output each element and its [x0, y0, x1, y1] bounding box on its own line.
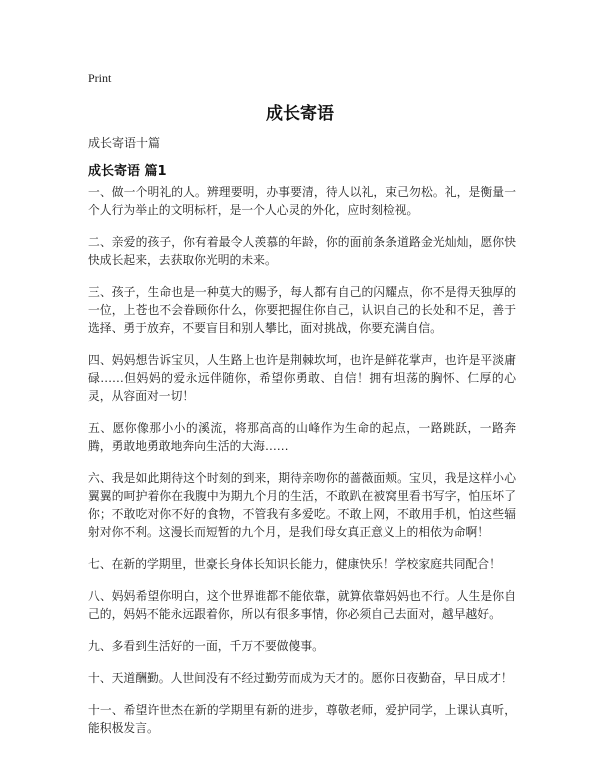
paragraph-list [88, 183, 516, 751]
paragraph: 二、亲爱的孩子，你有着最令人羡慕的年龄，你的面前条条道路金光灿灿，愿你快快成长起来，去获取你光明的未来。 [88, 235, 516, 267]
paragraph: 八、妈妈希望你明白，这个世界谁都不能依靠，就算依靠妈妈也不行。人生是你自己的，妈妈不能永远跟着你，所以有很多事情，你必须自己去面对，越早越好。 [88, 589, 516, 621]
document-subtitle: 成长寄语十篇 [88, 136, 161, 150]
paragraph: 十一、希望许世杰在新的学期里有新的进步，尊敬老师，爱护同学，上课认真听，能积极发言。 [88, 703, 516, 735]
paragraph: 四、妈妈想告诉宝贝，人生路上也许是荆棘坎坷，也许是鲜花掌声，也许是平淡庸碌……但妈妈的爱永远伴随你，希望你勇敢、自信！拥有坦荡的胸怀、仁厚的心灵，从容面对一切！ [88, 353, 516, 403]
paragraph: 一、做一个明礼的人。辨理要明，办事要清，待人以礼，束己勿松。礼，是衡量一个人行为举止的文明标杆，是一个人心灵的外化，应时刻检视。 [88, 185, 516, 217]
print-label[interactable]: Print [88, 71, 112, 85]
section-heading: 成长寄语 篇1 [88, 164, 167, 179]
paragraph: 十、天道酬勤。人世间没有不经过勤劳而成为天才的。愿你日夜勤奋，早日成才！ [88, 671, 513, 685]
paragraph: 六、我是如此期待这个时刻的到来，期待亲吻你的蔷薇面颊。宝贝，我是这样小心翼翼的呵护着你在我腹中为期九个月的生活，不敢趴在被窝里看书写字，怕压坏了你；不敢吃对你不好的食物，不管我有多爱吃。不敢上网，不敢用手机，怕这些辐射对你不利。这漫长而短暂的九个月，是我们母女真正意义上的相依为命啊！ [88, 471, 516, 539]
paragraph: 三、孩子，生命也是一种莫大的赐予，每人都有自己的闪耀点，你不是得天独厚的一位，上苍也不会眷顾你什么，你要把握住你自己，认识自己的长处和不足，善于选择、勇于放弃，不要盲目和别人攀比，面对挑战，你要充满自信。 [88, 285, 516, 335]
paragraph: 五、愿你像那小小的溪流，将那高高的山峰作为生命的起点，一路跳跃，一路奔腾，勇敢地勇敢地奔向生活的大海…… [88, 421, 516, 453]
paragraph: 九、多看到生活好的一面，千万不要做傻事。 [88, 639, 324, 653]
paragraph: 七、在新的学期里，世豪长身体长知识长能力，健康快乐！学校家庭共同配合！ [88, 557, 501, 571]
document-title: 成长寄语 [266, 104, 334, 124]
